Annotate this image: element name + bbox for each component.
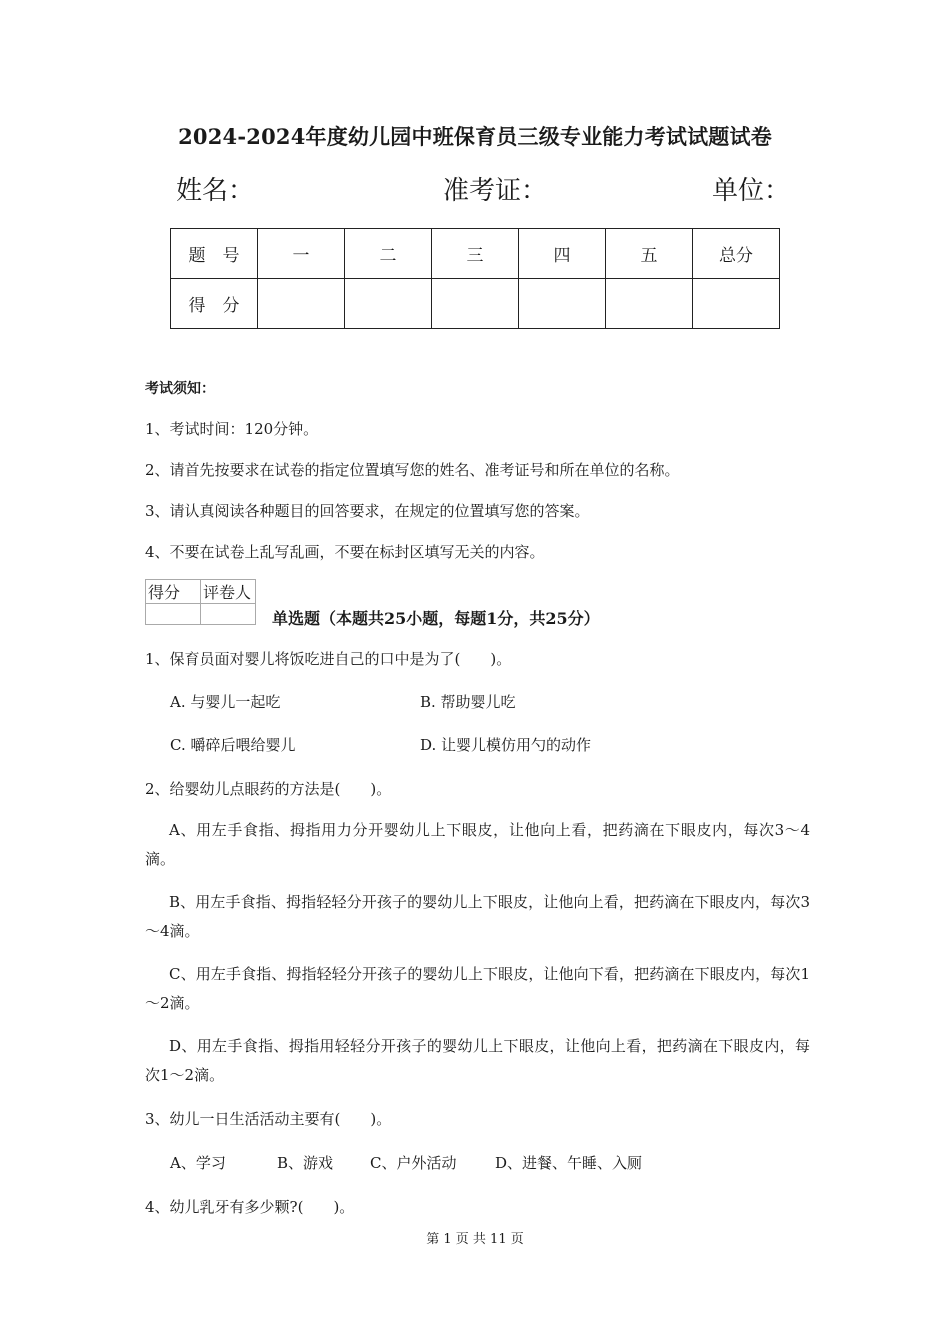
question-2-option-c[interactable]: C、用左手食指、拇指轻轻分开孩子的婴幼儿上下眼皮，让他向下看，把药滴在下眼皮内，每次1～2滴。 bbox=[145, 965, 810, 1012]
grader-score-cell[interactable] bbox=[146, 604, 201, 625]
document-title: 2024-2024年度幼儿园中班保育员三级专业能力考试试题试卷 bbox=[178, 124, 772, 149]
question-2-option-d[interactable]: D、用左手食指、拇指用轻轻分开孩子的婴幼儿上下眼皮，让他向上看，把药滴在下眼皮内，每次1～2滴。 bbox=[145, 1037, 810, 1084]
note-item: 2、请首先按要求在试卷的指定位置填写您的姓名、准考证号和所在单位的名称。 bbox=[145, 461, 680, 479]
question-3-option-a[interactable]: A、学习 bbox=[170, 1154, 226, 1172]
note-item: 4、不要在试卷上乱写乱画，不要在标封区填写无关的内容。 bbox=[145, 543, 545, 561]
question-1-option-a[interactable]: A. 与婴儿一起吃 bbox=[170, 693, 281, 711]
score-row-label: 得 分 bbox=[171, 279, 258, 329]
question-2-option-b[interactable]: B、用左手食指、拇指轻轻分开孩子的婴幼儿上下眼皮，让他向上看，把药滴在下眼皮内，每次3～4滴。 bbox=[145, 893, 810, 940]
question-3-option-b[interactable]: B、游戏 bbox=[277, 1154, 334, 1172]
unit-field-label: 单位： bbox=[712, 176, 791, 206]
question-1-option-c[interactable]: C. 嚼碎后喂给婴儿 bbox=[170, 736, 296, 754]
score-table-header-cell: 题 号 bbox=[171, 229, 258, 279]
question-1-stem: 1、保育员面对婴儿将饭吃进自己的口中是为了( )。 bbox=[145, 650, 512, 668]
section-title: 单选题（本题共25小题，每题1分，共25分） bbox=[272, 609, 600, 628]
score-table-header-cell: 五 bbox=[606, 229, 693, 279]
grader-box bbox=[145, 579, 256, 625]
question-3-option-c[interactable]: C、户外活动 bbox=[370, 1154, 457, 1172]
score-cell[interactable] bbox=[258, 279, 345, 329]
question-2-stem: 2、给婴幼儿点眼药的方法是( )。 bbox=[145, 780, 392, 798]
score-cell[interactable] bbox=[606, 279, 693, 329]
score-cell[interactable] bbox=[345, 279, 432, 329]
question-3-stem: 3、幼儿一日生活活动主要有( )。 bbox=[145, 1110, 392, 1128]
grader-score-label: 得分 bbox=[146, 580, 201, 604]
score-cell[interactable] bbox=[432, 279, 519, 329]
exam-id-field-label: 准考证： bbox=[443, 176, 548, 206]
score-table-header-row bbox=[171, 229, 780, 279]
score-cell[interactable] bbox=[693, 279, 780, 329]
score-table bbox=[170, 228, 780, 329]
page-footer: 第 1 页 共 11 页 bbox=[426, 1232, 524, 1247]
question-4-stem: 4、幼儿乳牙有多少颗?( )。 bbox=[145, 1198, 355, 1216]
name-field-label: 姓名： bbox=[176, 176, 255, 206]
notes-heading: 考试须知： bbox=[145, 381, 215, 397]
note-item: 3、请认真阅读各种题目的回答要求，在规定的位置填写您的答案。 bbox=[145, 502, 590, 520]
score-table-header-cell: 一 bbox=[258, 229, 345, 279]
grader-reviewer-label: 评卷人 bbox=[201, 580, 256, 604]
question-1-option-b[interactable]: B. 帮助婴儿吃 bbox=[420, 693, 516, 711]
score-table-header-cell: 四 bbox=[519, 229, 606, 279]
note-item: 1、考试时间：120分钟。 bbox=[145, 420, 319, 438]
score-table-header-cell: 二 bbox=[345, 229, 432, 279]
question-1-option-d[interactable]: D. 让婴儿模仿用勺的动作 bbox=[420, 736, 592, 754]
score-table-score-row bbox=[171, 279, 780, 329]
question-3-option-d[interactable]: D、进餐、午睡、入厕 bbox=[495, 1154, 643, 1172]
question-2-option-a[interactable]: A、用左手食指、拇指用力分开婴幼儿上下眼皮，让他向上看，把药滴在下眼皮内，每次3～4滴。 bbox=[145, 821, 810, 868]
score-table-header-cell: 总分 bbox=[693, 229, 780, 279]
score-cell[interactable] bbox=[519, 279, 606, 329]
grader-reviewer-cell[interactable] bbox=[201, 604, 256, 625]
score-table-header-cell: 三 bbox=[432, 229, 519, 279]
